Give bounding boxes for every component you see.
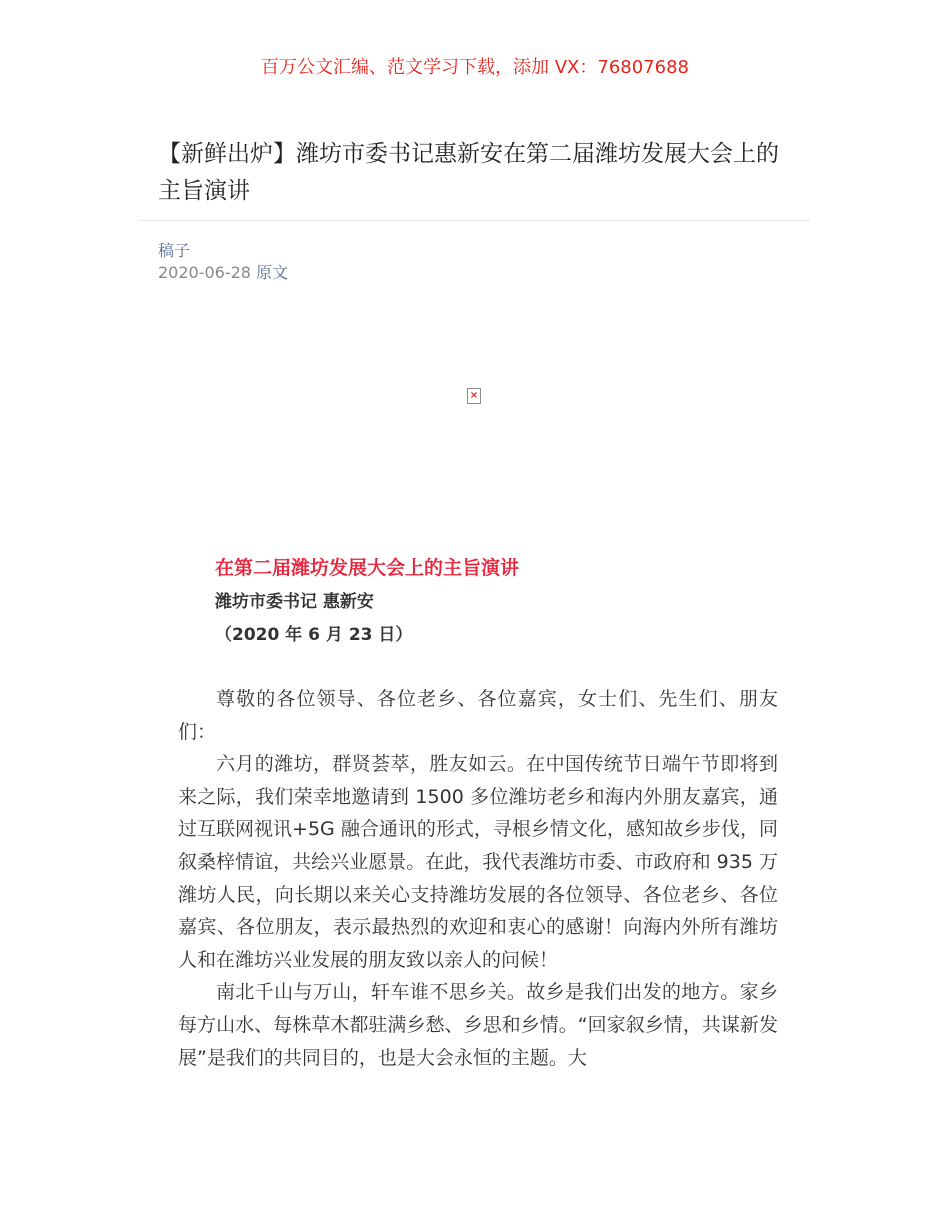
title-divider (140, 220, 810, 221)
article-meta (158, 262, 288, 284)
body-paragraph: 南北千山与万山，轩车谁不思乡关。故乡是我们出发的地方。家乡每方山水、每株草木都驻满乡愁、乡思和乡情。“回家叙乡情，共谋新发展”是我们的共同目的，也是大会永恒的主题。大 (178, 981, 778, 1069)
speech-date: （2020 年 6 月 23 日） (215, 625, 413, 645)
body-paragraph: 尊敬的各位领导、各位老乡、各位嘉宾，女士们、先生们、朋友们： (178, 688, 778, 743)
speech-speaker: 潍坊市委书记 惠新安 (215, 592, 374, 612)
watermark-banner: 百万公文汇编、范文学习下载，添加 VX：76807688 (261, 57, 689, 78)
speech-heading: 在第二届潍坊发展大会上的主旨演讲 (215, 557, 520, 579)
source-link[interactable]: 原文 (256, 263, 289, 282)
broken-image-icon: × (467, 388, 481, 404)
speech-body (178, 683, 778, 1074)
body-paragraph: 六月的潍坊，群贤荟萃，胜友如云。在中国传统节日端午节即将到来之际，我们荣幸地邀请到 1500 多位潍坊老乡和海内外朋友嘉宾，通过互联网视讯+5G 融合通讯的形式，寻根乡情文化，感知故乡步伐，同叙桑梓情谊，共绘兴业愿景。在此，我代表潍坊市委、市政府和 935 万潍坊人民，向长期以来关心支持潍坊发展的各位领导、各位老乡、各位嘉宾、各位朋友，表示最热烈的欢迎和衷心的感谢！向海内外所有潍坊人和在潍坊兴业发展的朋友致以亲人的问候！ (178, 753, 778, 971)
publish-date: 2020-06-28 (158, 263, 251, 282)
author-link[interactable]: 稿子 (158, 241, 191, 260)
article-title: 【新鲜出炉】潍坊市委书记惠新安在第二届潍坊发展大会上的主旨演讲 (158, 141, 779, 204)
